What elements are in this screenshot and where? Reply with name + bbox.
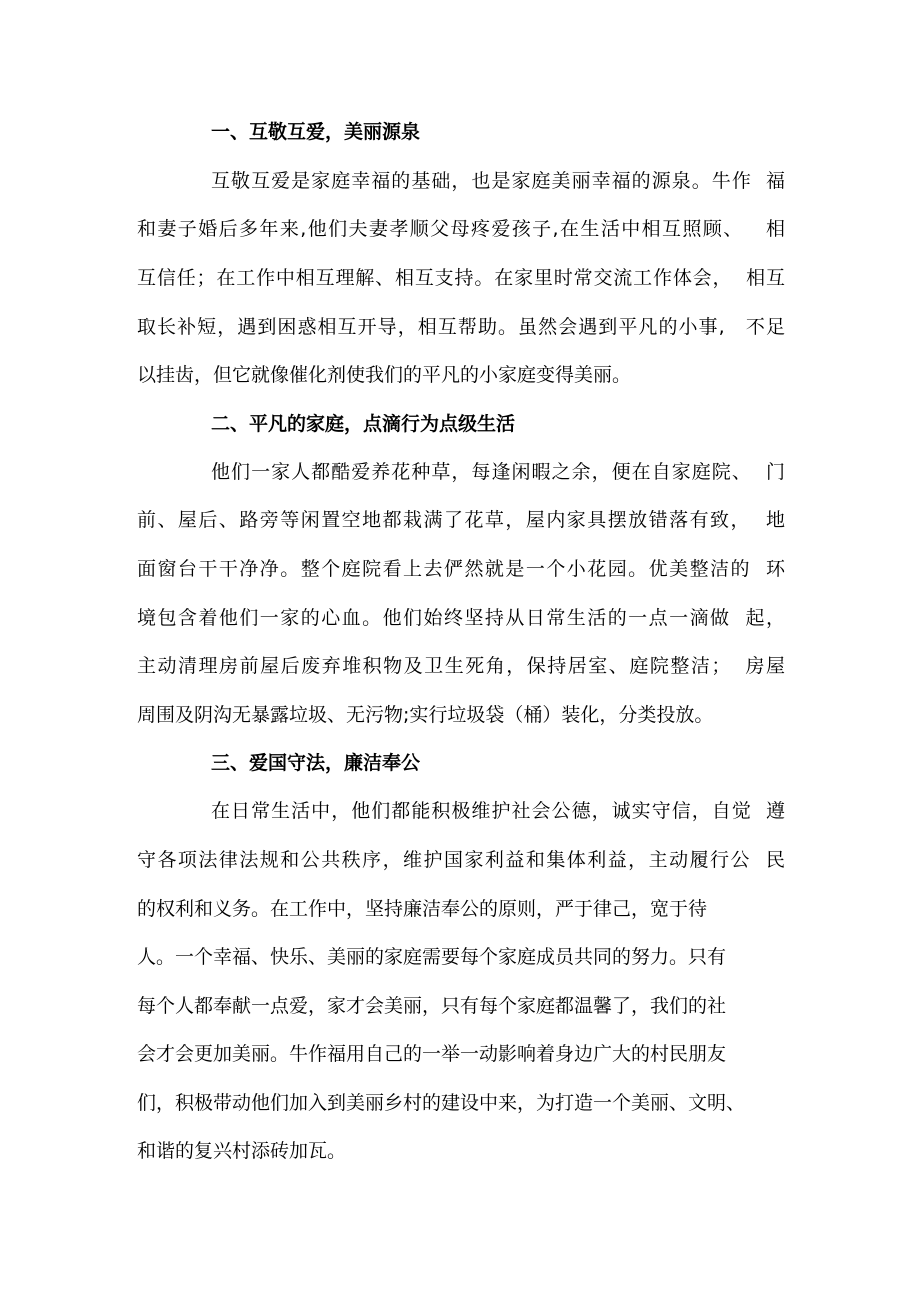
paragraph-line: 取长补短，遇到困惑相互开导，相互帮助。虽然会遇到平凡的小事, 不足 bbox=[137, 316, 785, 338]
paragraph-line: 互敬互爱是家庭幸福的基础，也是家庭美丽幸福的源泉。牛作 福 bbox=[211, 170, 785, 192]
paragraph-line: 以挂齿，但它就像催化剂使我们的平凡的小家庭变得美丽。 bbox=[137, 364, 632, 386]
paragraph-line: 前、屋后、路旁等闲置空地都栽满了花草，屋内家具摆放错落有致， 地 bbox=[137, 509, 785, 531]
paragraph-line: 周围及阴沟无暴露垃圾、无污物;实行垃圾袋（桶）装化，分类投放。 bbox=[137, 704, 714, 726]
section-heading-3: 三、爱国守法，廉洁奉公 bbox=[211, 752, 421, 774]
paragraph-line: 们，积极带动他们加入到美丽乡村的建设中来，为打造一个美丽、文明、 bbox=[137, 1092, 746, 1114]
paragraph-line: 他们一家人都酷爱养花种草，每逢闲暇之余，便在自家庭院、 门 bbox=[211, 461, 785, 483]
section-heading-2: 二、平凡的家庭，点滴行为点级生活 bbox=[211, 413, 516, 435]
paragraph-line: 互信任；在工作中相互理解、相互支持。在家里时常交流工作体会， 相互 bbox=[137, 267, 785, 289]
paragraph-line: 人。一个幸福、快乐、美丽的家庭需要每个家庭成员共同的努力。只有 bbox=[137, 946, 727, 968]
paragraph-line: 境包含着他们一家的心血。他们始终坚持从日常生活的一点一滴做 起， bbox=[137, 607, 785, 629]
section-heading-1: 一、互敬互爱，美丽源泉 bbox=[211, 121, 421, 143]
paragraph-line: 的权利和义务。在工作中，坚持廉洁奉公的原则，严于律己，宽于待 bbox=[137, 898, 708, 920]
paragraph-line: 主动清理房前屋后废弃堆积物及卫生死角，保持居室、庭院整洁； 房屋 bbox=[137, 655, 785, 677]
paragraph-line: 面窗台干干净净。整个庭院看上去俨然就是一个小花园。优美整洁的 环 bbox=[137, 558, 785, 580]
paragraph-line: 在日常生活中，他们都能积极维护社会公德，诚实守信，自觉 遵 bbox=[211, 800, 785, 822]
paragraph-line: 和妻子婚后多年来,他们夫妻孝顺父母疼爱孩子,在生活中相互照顾、 相 bbox=[137, 218, 785, 240]
paragraph-line: 守各项法律法规和公共秩序，维护国家利益和集体利益，主动履行公 民 bbox=[137, 849, 785, 871]
paragraph-line: 每个人都奉献一点爱，家才会美丽，只有每个家庭都温馨了，我们的社 bbox=[137, 995, 727, 1017]
paragraph-line: 和谐的复兴村添砖加瓦。 bbox=[137, 1140, 347, 1162]
paragraph-line: 会才会更加美丽。牛作福用自己的一举一动影响着身边广大的村民朋友 bbox=[137, 1043, 727, 1065]
